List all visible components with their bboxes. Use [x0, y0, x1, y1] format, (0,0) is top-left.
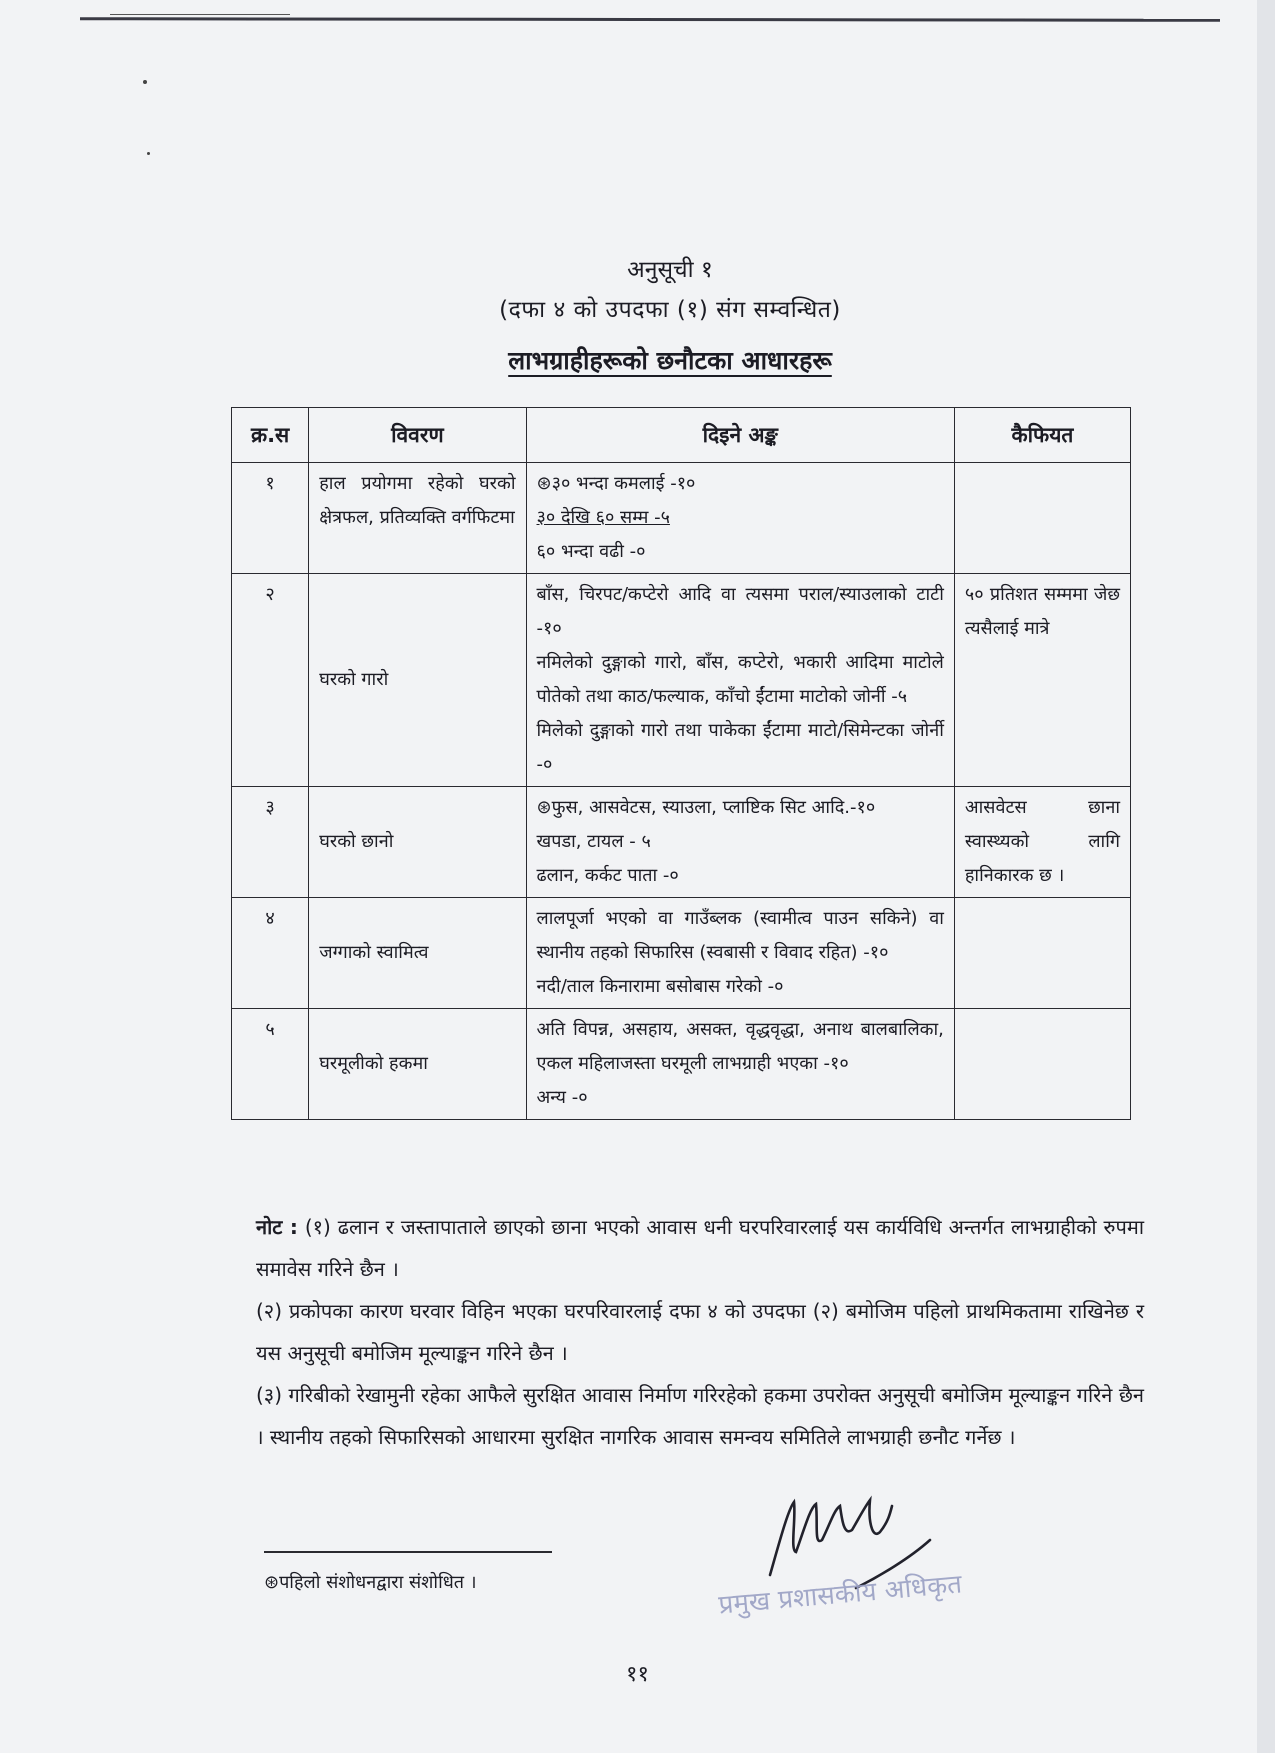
score-line: ६० भन्दा वढी -० — [536, 541, 646, 562]
row-description: घरको गारो — [309, 574, 526, 787]
row-serial: ४ — [232, 898, 309, 1009]
schedule-reference: (दफा ४ को उपदफा (१) संग सम्वन्धित) — [499, 297, 841, 323]
scan-speck — [143, 80, 147, 84]
footnote-rule — [264, 1551, 552, 1553]
row-remark: ५० प्रतिशत सम्ममा जेछ त्यसैलाई मात्रे — [954, 574, 1130, 787]
column-header-description: विवरण — [309, 408, 526, 463]
scan-speck — [147, 152, 150, 155]
row-remark: आसवेटस छाना स्वास्थ्यको लागि हानिकारक छ । — [954, 787, 1130, 898]
row-serial: ३ — [232, 787, 309, 898]
page-number: ११ — [626, 1662, 649, 1687]
score-line: ३० देखि ६० सम्म -५ — [536, 507, 670, 528]
score-line: नदी/ताल किनारामा बसोबास गरेको -० — [536, 976, 784, 997]
page-title-text: लाभग्राहीहरूको छनौटका आधारहरू — [508, 346, 832, 375]
note-2: (२) प्रकोपका कारण घरवार विहिन भएका घरपरिवारलाई दफा ४ को उपदफा (२) बमोजिम पहिलो प्राथमिकतामा राखिनेछ र यस अनुसूची बमोजिम मूल्याङ्कन गरिने छैन । — [256, 1299, 1144, 1365]
row-remark — [954, 898, 1130, 1009]
page-edge — [1257, 0, 1275, 1753]
table-header-row — [232, 408, 1131, 463]
top-rule — [80, 17, 1220, 22]
note-label: नोट : — [256, 1215, 298, 1239]
column-header-score: दिइने अङ्क — [526, 408, 954, 463]
table-row — [232, 1009, 1131, 1120]
row-description: हाल प्रयोगमा रहेको घरको क्षेत्रफल, प्रतिव्यक्ति वर्गफिटमा — [309, 463, 526, 574]
score-line: बाँस, चिरपट/कप्टेरो आदि वा त्यसमा पराल/स्याउलाको टाटी -१० — [536, 584, 944, 639]
row-scores — [526, 787, 954, 898]
score-line: ढलान, कर्कट पाता -० — [536, 865, 679, 886]
row-serial: ५ — [232, 1009, 309, 1120]
row-scores — [526, 574, 954, 787]
row-remark — [954, 1009, 1130, 1120]
footnote: ⊛पहिलो संशोधनद्वारा संशोधित । — [264, 1572, 477, 1593]
score-line: ⊛फुस, आसवेटस, स्याउला, प्लाष्टिक सिट आदि.-१० — [536, 797, 876, 818]
row-scores — [526, 1009, 954, 1120]
column-header-sn: क्र.स — [232, 408, 309, 463]
score-line: अन्य -० — [536, 1087, 588, 1108]
page-title — [300, 343, 1040, 377]
column-header-remark: कैफियत — [954, 408, 1130, 463]
table-row — [232, 898, 1131, 1009]
score-line: मिलेको दुङ्गाको गारो तथा पाकेका ईंटामा माटो/सिमेन्टका जोर्नी -० — [536, 720, 944, 775]
row-description: घरमूलीको हकमा — [309, 1009, 526, 1120]
schedule-title: अनुसूची १ — [627, 257, 713, 283]
row-scores — [526, 463, 954, 574]
table-row — [232, 574, 1131, 787]
row-scores — [526, 898, 954, 1009]
score-line: अति विपन्न, असहाय, असक्त, वृद्धवृद्धा, अनाथ बालबालिका, एकल महिलाजस्ता घरमूली लाभग्राही भएका -१० — [536, 1019, 944, 1074]
row-serial: १ — [232, 463, 309, 574]
note-1 — [256, 1206, 1144, 1290]
criteria-table — [231, 407, 1131, 1120]
row-serial: २ — [232, 574, 309, 787]
table-row — [232, 787, 1131, 898]
row-description: जग्गाको स्वामित्व — [309, 898, 526, 1009]
score-line: लालपूर्जा भएको वा गाउँब्लक (स्वामीत्व पाउन सकिने) वा स्थानीय तहको सिफारिस (स्वबासी र विवाद रहित) -१० — [536, 908, 944, 963]
row-description: घरको छानो — [309, 787, 526, 898]
table-row — [232, 463, 1131, 574]
note-1-text: (१) ढलान र जस्तापाताले छाएको छाना भएको आवास धनी घरपरिवारलाई यस कार्यविधि अन्तर्गत लाभग्राहीको रुपमा समावेस गरिने छैन । — [256, 1215, 1144, 1281]
score-line: खपडा, टायल - ५ — [536, 831, 651, 852]
row-remark — [954, 463, 1130, 574]
score-line: ⊛३० भन्दा कमलाई -१० — [536, 473, 696, 494]
score-line: नमिलेको दुङ्गाको गारो, बाँस, कप्टेरो, भकारी आदिमा माटोले पोतेको तथा काठ/फल्याक, काँचो ईंटामा माटोको जोर्नी -५ — [536, 652, 944, 707]
top-rule-accent — [110, 14, 290, 15]
seal-stamp: प्रमुख प्रशासकीय अधिकृत — [717, 1569, 964, 1621]
notes-section — [256, 1206, 1144, 1458]
note-3: (३) गरिबीको रेखामुनी रहेका आफैले सुरक्षित आवास निर्माण गरिरहेको हकमा उपरोक्त अनुसूची बमोजिम मूल्याङ्कन गरिने छैन । स्थानीय तहको सिफारिसको आधारमा सुरक्षित नागरिक आवास समन्वय समितिले लाभग्राही छनौट गर्नेछ । — [256, 1383, 1144, 1449]
